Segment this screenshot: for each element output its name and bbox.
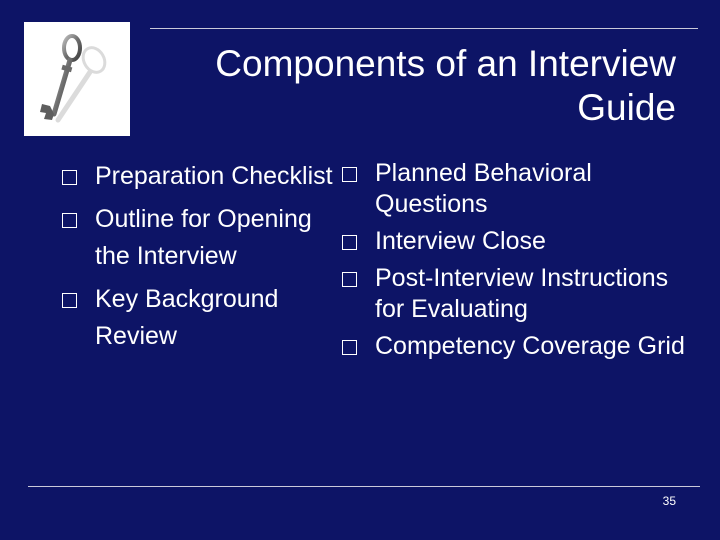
key-icon: [24, 22, 130, 136]
slide-title: Components of an Interview Guide: [215, 43, 676, 128]
bullet-text: Key Background Review: [95, 285, 279, 350]
page-number: 35: [662, 494, 676, 508]
checkbox-bullet-icon: [342, 235, 357, 250]
bullet-text: Competency Coverage Grid: [375, 332, 685, 360]
checkbox-bullet-icon: [62, 293, 77, 308]
checkbox-bullet-icon: [342, 272, 357, 287]
right-bullet-column: [340, 158, 700, 368]
checkbox-bullet-icon: [62, 213, 77, 228]
bullet-text: Preparation Checklist: [95, 162, 333, 190]
bullet-text: Planned Behavioral Questions: [375, 159, 592, 218]
bullet-item: [340, 263, 700, 325]
bullet-item: [60, 158, 350, 195]
bullet-item: [340, 226, 700, 257]
bullet-item: [60, 201, 350, 275]
bullet-text: Outline for Opening the Interview: [95, 205, 312, 270]
bullet-item: [340, 158, 700, 220]
key-image: [24, 22, 130, 136]
header-rule: [150, 28, 698, 29]
bullet-text: Post-Interview Instructions for Evaluating: [375, 264, 669, 323]
bullet-item: [340, 331, 700, 362]
footer-rule: [28, 486, 700, 487]
checkbox-bullet-icon: [342, 340, 357, 355]
left-bullet-column: [60, 158, 350, 361]
bullet-item: [60, 281, 350, 355]
bullet-text: Interview Close: [375, 227, 546, 255]
checkbox-bullet-icon: [342, 167, 357, 182]
checkbox-bullet-icon: [62, 170, 77, 185]
